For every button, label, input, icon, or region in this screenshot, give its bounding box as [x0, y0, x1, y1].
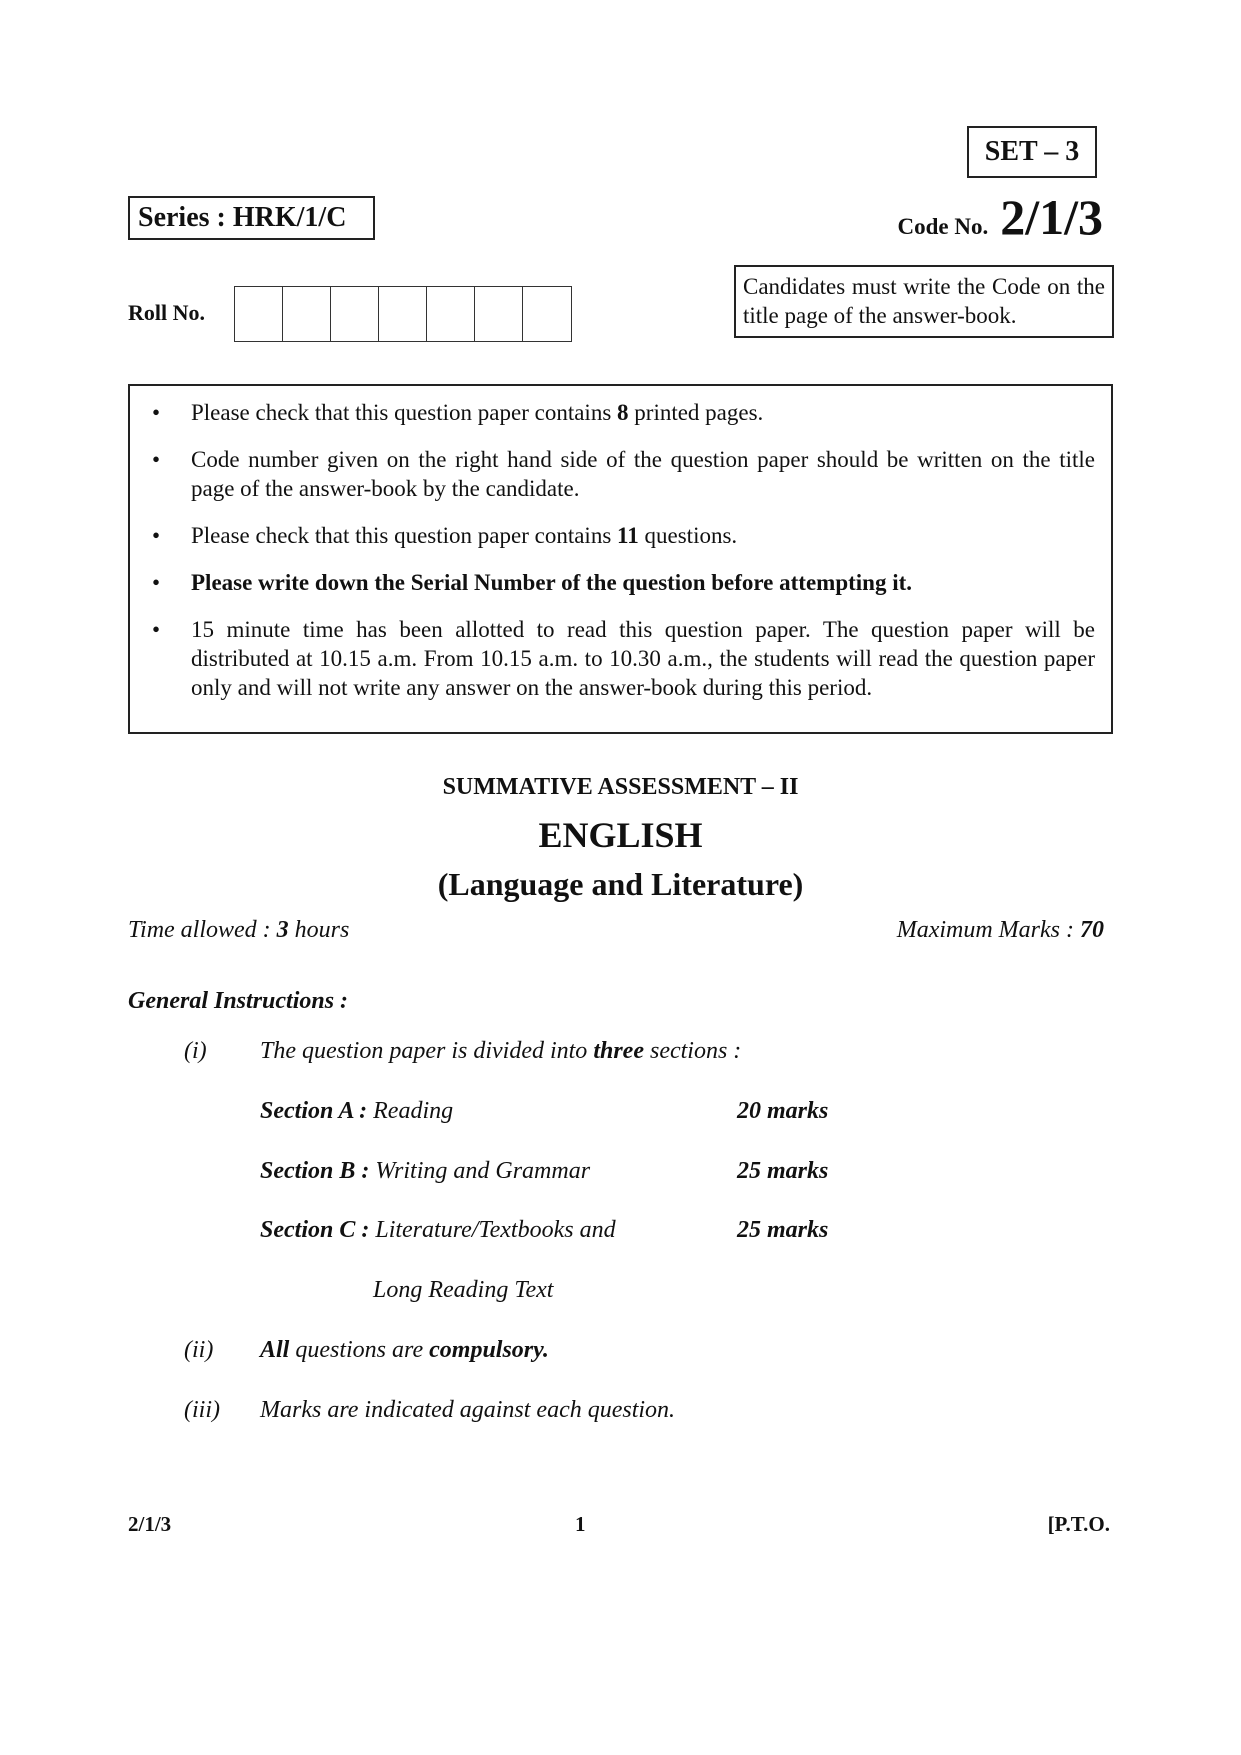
roll-no-boxes[interactable] — [234, 286, 572, 342]
page-number: 1 — [575, 1512, 586, 1536]
set-label: SET – 3 — [967, 126, 1097, 178]
instruction-item: • Please check that this question paper contains 8 printed pages. — [146, 398, 1095, 427]
section-b-marks: 25 marks — [737, 1158, 829, 1184]
instruction-number: (i) — [184, 1038, 207, 1064]
instruction-text: The question paper is divided into three sections : — [260, 1038, 742, 1064]
instruction-text: All questions are compulsory. — [260, 1337, 549, 1363]
instruction-item: • 15 minute time has been allotted to read this question paper. The question paper will be distributed at 10.15 a.m. From 10.15 a.m. to 10.30 a.m., the students will read the question paper only and will not write any answer on the answer-book during this period. — [146, 615, 1095, 702]
time-allowed: Time allowed : 3 hours — [128, 917, 350, 943]
assessment-title: SUMMATIVE ASSESSMENT – II — [442, 774, 799, 800]
bullet-icon: • — [152, 447, 161, 472]
roll-no-cell[interactable] — [331, 287, 379, 341]
instruction-item: • Please check that this question paper contains 11 questions. — [146, 521, 1095, 550]
roll-no-cell[interactable] — [475, 287, 523, 341]
roll-no-cell[interactable] — [235, 287, 283, 341]
code-label: Code No. — [897, 214, 989, 239]
bullet-icon: • — [152, 400, 161, 425]
bullet-icon: • — [152, 570, 161, 595]
series-label: Series : HRK/1/C — [128, 196, 375, 240]
roll-no-cell[interactable] — [523, 287, 571, 341]
section-c: Section C : Literature/Textbooks and — [260, 1217, 616, 1243]
section-c-marks: 25 marks — [737, 1217, 829, 1243]
instruction-item: • Code number given on the right hand side of the question paper should be written on the title page of the answer-book by the candidate. — [146, 445, 1095, 503]
bullet-icon: • — [152, 523, 161, 548]
instruction-item: • Please write down the Serial Number of the question before attempting it. — [146, 568, 1095, 597]
footer-code: 2/1/3 — [128, 1512, 172, 1536]
general-instructions-heading: General Instructions : — [128, 988, 349, 1014]
code-value: 2/1/3 — [1000, 189, 1103, 245]
section-b: Section B : Writing and Grammar — [260, 1158, 591, 1184]
subject-subtitle: (Language and Literature) — [437, 866, 804, 902]
bullet-icon: • — [152, 617, 161, 642]
roll-no-cell[interactable] — [283, 287, 331, 341]
subject-title: ENGLISH — [538, 815, 703, 855]
candidates-note: Candidates must write the Code on the title page of the answer-book. — [734, 265, 1114, 338]
instruction-number: (iii) — [184, 1397, 220, 1423]
maximum-marks: Maximum Marks : 70 — [896, 917, 1104, 943]
instruction-number: (ii) — [184, 1337, 214, 1363]
instructions-box — [128, 384, 1113, 734]
instruction-text: Marks are indicated against each question. — [260, 1397, 676, 1423]
roll-no-label: Roll No. — [128, 300, 205, 325]
roll-no-cell[interactable] — [379, 287, 427, 341]
section-c-continued: Long Reading Text — [373, 1277, 554, 1303]
section-a-marks: 20 marks — [737, 1098, 829, 1124]
section-a: Section A : Reading — [260, 1098, 454, 1124]
pto-label: [P.T.O. — [1047, 1512, 1110, 1536]
code-number — [897, 188, 1103, 246]
roll-no-cell[interactable] — [427, 287, 475, 341]
